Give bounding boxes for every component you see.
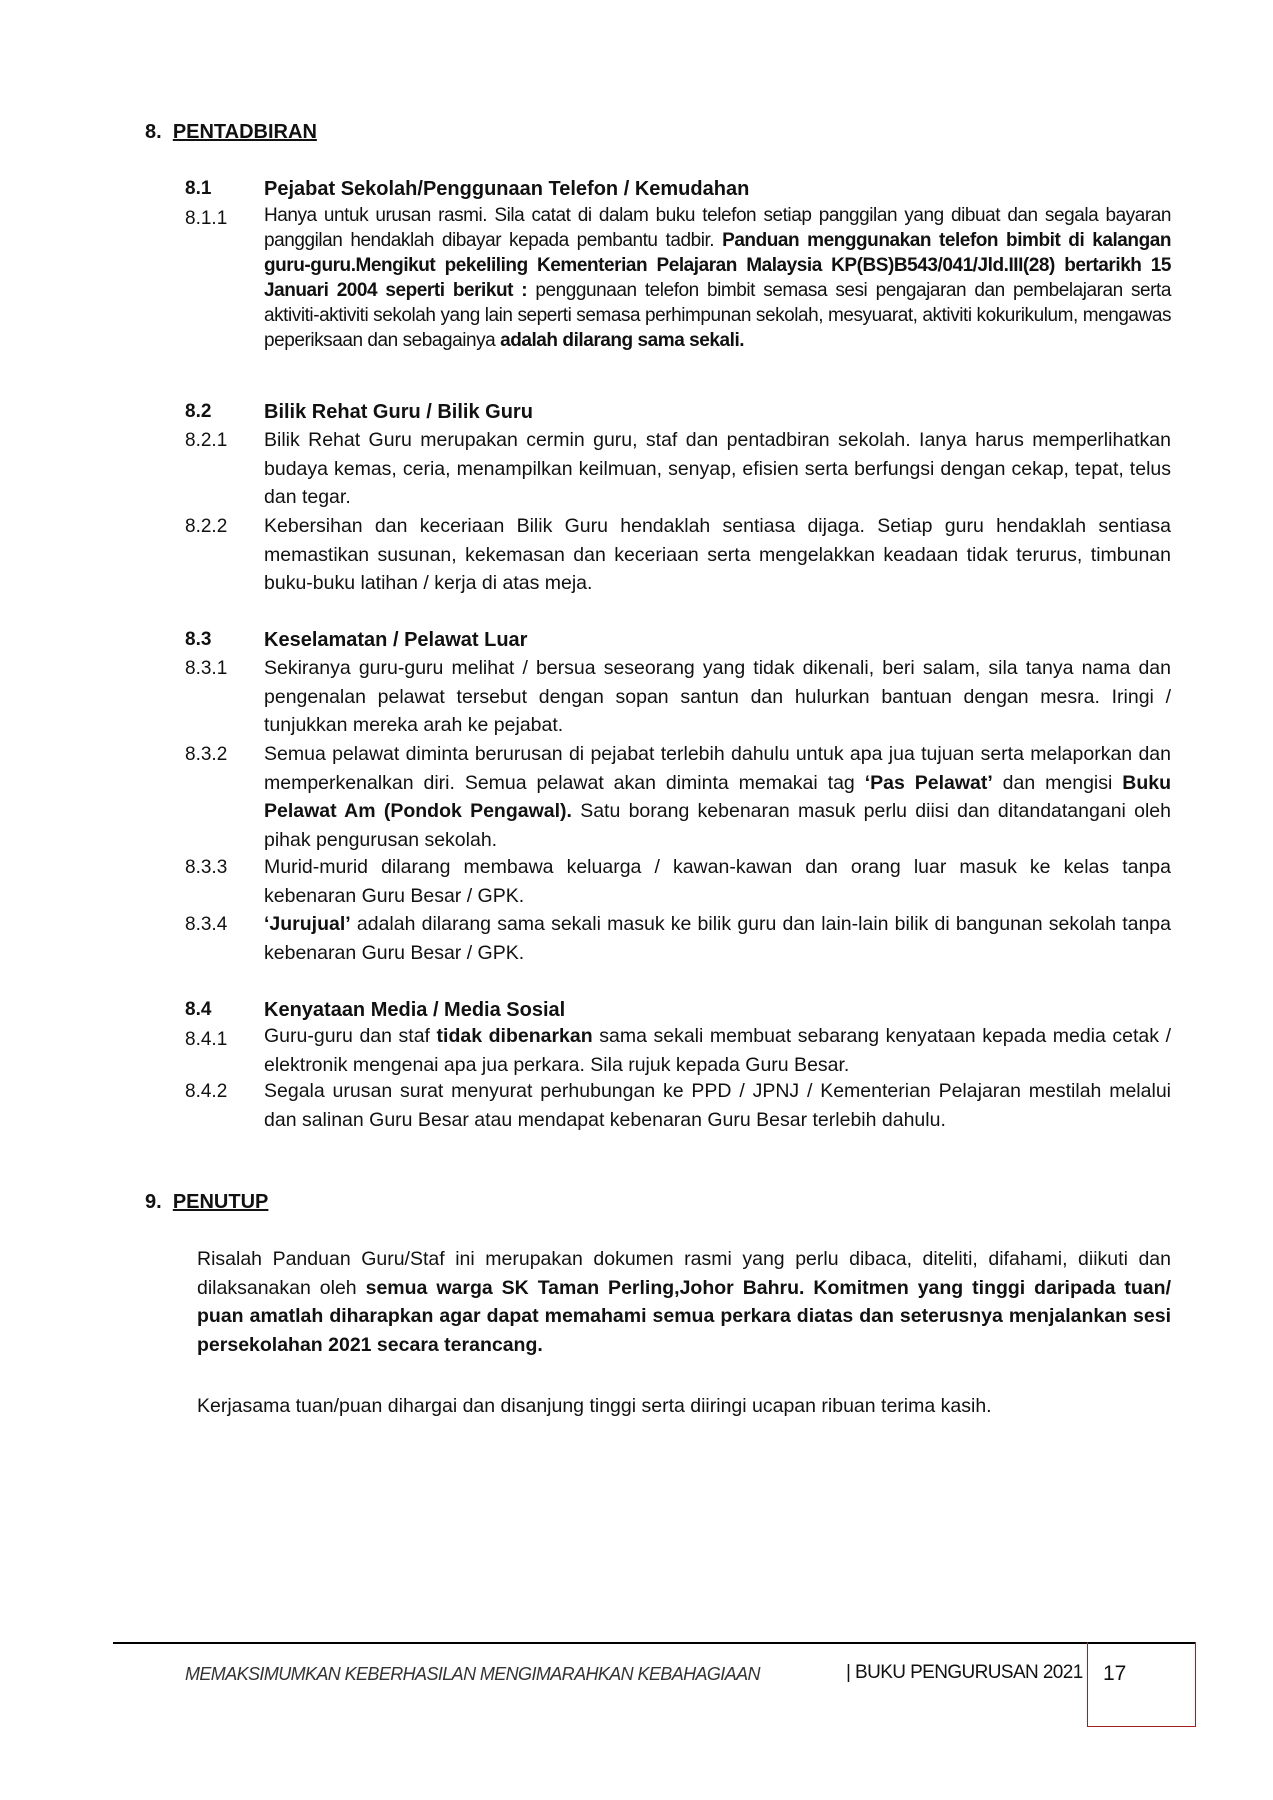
subsection-number: 8.1 [185, 178, 212, 199]
text-run: Kebersihan dan keceriaan Bilik Guru hendaklah sentiasa dijaga. Setiap guru hendaklah sentiasa memastikan susunan, kekemasan dan keceriaan serta mengelakkan keadaan tidak terurus, timbunan buku-buku latihan / kerja di atas meja. [264, 515, 1171, 594]
section-9-heading [145, 1191, 268, 1214]
text-run: penggunaan telefon bimbit semasa sesi pengajaran dan pembelajaran serta aktiviti-aktiviti sekolah yang lain seperti semasa perhimpunan sekolah, mesyuarat, aktiviti kokurikulum, mengawas peperiksaan dan sebagainya [264, 280, 1172, 351]
bold-text: semua warga SK Taman Perling,Johor Bahru. Komitmen yang tinggi daripada tuan/ puan amatlah diharapkan agar dapat memahami semua perkara diatas dan seterusnya menjalankan sesi persekolahan 2021 secara terancang. [197, 1276, 1171, 1356]
section-title: PENUTUP [172, 1191, 269, 1213]
item-number: 8.3.3 [185, 857, 228, 878]
section-title: PENTADBIRAN [172, 121, 317, 143]
text-run: Guru-guru dan staf [264, 1025, 437, 1047]
closing-paragraph [197, 1245, 1171, 1359]
text-run: Satu borang kebenaran masuk perlu diisi dan ditandatangani oleh pihak pengurusan sekolah. [264, 800, 1171, 851]
item-number: 8.3.4 [185, 914, 228, 935]
bold-text: tidak dibenarkan [436, 1025, 593, 1047]
item-number: 8.3.2 [185, 744, 228, 765]
subsection-title: Pejabat Sekolah/Penggunaan Telefon / Kemudahan [264, 178, 750, 200]
item-text [264, 910, 1171, 967]
item-text [264, 512, 1171, 598]
item-text [264, 1022, 1171, 1079]
section-number: 8. [145, 121, 162, 143]
text-run: Segala urusan surat menyurat perhubungan ke PPD / JPNJ / Kementerian Pelajaran mestilah melalui dan salinan Guru Besar atau mendapat kebenaran Guru Besar terlebih dahulu. [264, 1080, 1171, 1131]
text-run: Murid-murid dilarang membawa keluarga / kawan-kawan dan orang luar masuk ke kelas tanpa kebenaran Guru Besar / GPK. [264, 856, 1171, 907]
item-number: 8.2.2 [185, 516, 228, 537]
bold-text: Buku Pelawat Am (Pondok Pengawal). [264, 771, 1171, 822]
footer-rule [113, 1642, 1196, 1644]
item-text [264, 654, 1171, 740]
item-text [264, 426, 1171, 512]
text-run: Risalah Panduan Guru/Staf ini merupakan dokumen rasmi yang perlu dibaca, diteliti, difahami, diikuti dan dilaksanakan oleh [197, 1248, 1171, 1299]
subsection-title: Keselamatan / Pelawat Luar [264, 629, 528, 651]
item-text [264, 203, 1171, 353]
item-number: 8.1.1 [185, 208, 228, 229]
text-run: Sekiranya guru-guru melihat / bersua seseorang yang tidak dikenali, beri salam, sila tanya nama dan pengenalan pelawat tersebut dengan sopan santun dan hulurkan bantuan dengan mesra. Iringi / tunjukkan mereka arah ke pejabat. [264, 657, 1171, 736]
text-run: Bilik Rehat Guru merupakan cermin guru, staf dan pentadbiran sekolah. Ianya harus memperlihatkan budaya kemas, ceria, menampilkan keilmuan, senyap, efisien serta berfungsi dengan cekap, tepat, telus dan tegar. [264, 429, 1171, 508]
page-number: 17 [1103, 1662, 1127, 1685]
bold-text: adalah dilarang sama sekali. [500, 330, 745, 351]
bold-text: Panduan menggunakan telefon bimbit di kalangan guru-guru.Mengikut pekeliling Kementerian Pelajaran Malaysia KP(BS)B543/041/Jld.III(28) bertarikh 15 Januari 2004 seperti berikut : [264, 230, 1171, 301]
item-number: 8.4.1 [185, 1029, 228, 1050]
subsection-number: 8.2 [185, 401, 212, 422]
footer-book-title: | BUKU PENGURUSAN 2021 [846, 1662, 1083, 1683]
item-text [264, 853, 1171, 910]
bold-text: ‘Jurujual’ [264, 913, 351, 935]
item-number: 8.2.1 [185, 430, 228, 451]
section-number: 9. [145, 1191, 162, 1213]
text-run: Semua pelawat diminta berurusan di pejabat terlebih dahulu untuk apa jua tujuan serta melaporkan dan memperkenalkan diri. Semua pelawat akan diminta memakai tag [264, 743, 1171, 794]
subsection-number: 8.3 [185, 629, 212, 650]
item-number: 8.4.2 [185, 1081, 228, 1102]
bold-text: ‘Pas Pelawat’ [864, 771, 993, 794]
item-number: 8.3.1 [185, 658, 228, 679]
footer-motto: MEMAKSIMUMKAN KEBERHASILAN MENGIMARAHKAN KEBAHAGIAAN [185, 1664, 760, 1684]
text-run: sama sekali membuat sebarang kenyataan kepada media cetak / elektronik mengenai apa jua perkara. Sila rujuk kepada Guru Besar. [264, 1025, 1172, 1076]
text-run: Hanya untuk urusan rasmi. Sila catat di dalam buku telefon setiap panggilan yang dibuat dan segala bayaran panggilan hendaklah dibayar kepada pembantu tadbir. [264, 205, 1171, 251]
text-run: dan mengisi [992, 771, 1123, 794]
item-text [264, 740, 1171, 854]
section-8-heading [145, 121, 317, 144]
text-run: adalah dilarang sama sekali masuk ke bilik guru dan lain-lain bilik di bangunan sekolah tanpa kebenaran Guru Besar / GPK. [264, 913, 1171, 964]
text-run: Kerjasama tuan/puan dihargai dan disanjung tinggi serta diiringi ucapan ribuan terima kasih. [197, 1395, 992, 1417]
subsection-number: 8.4 [185, 999, 212, 1020]
thanks-paragraph [197, 1392, 1171, 1421]
subsection-title: Bilik Rehat Guru / Bilik Guru [264, 401, 533, 423]
subsection-title: Kenyataan Media / Media Sosial [264, 999, 566, 1021]
item-text [264, 1077, 1171, 1134]
